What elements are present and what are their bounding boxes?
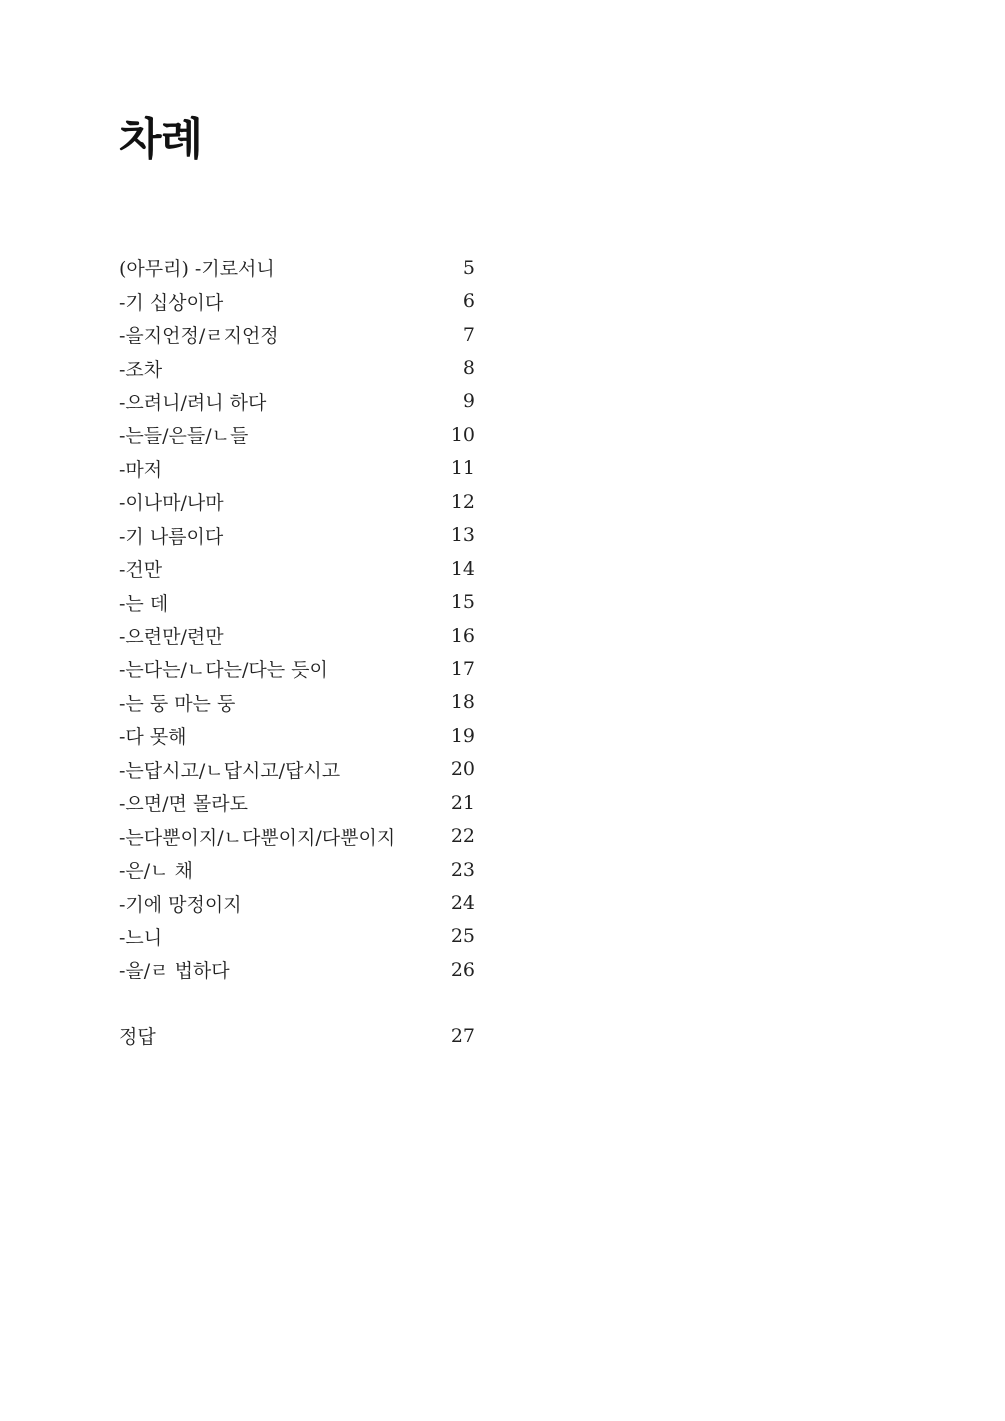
toc-item-page: 9 [462, 390, 475, 413]
toc-item-label: -기 십상이다 [119, 291, 224, 314]
toc-item [119, 753, 475, 786]
toc-item-page: 26 [450, 958, 475, 981]
toc-item [119, 418, 475, 451]
toc-item-label: -는다는/ㄴ다는/다는 듯이 [119, 659, 328, 682]
toc-item-page: 14 [450, 557, 475, 580]
toc-item-label: -을지언정/ㄹ지언정 [119, 325, 279, 348]
toc-item-page: 16 [450, 624, 475, 647]
toc-item-label: -을/ㄹ 법하다 [119, 960, 230, 983]
toc-item-label: -는 데 [119, 592, 169, 615]
toc-item-page: 15 [450, 591, 475, 614]
toc-item-label: -기에 망정이지 [119, 893, 242, 916]
toc-item-page: 7 [462, 323, 475, 346]
toc-item [119, 953, 475, 986]
toc-item [119, 819, 475, 852]
toc-item [119, 284, 475, 317]
toc-item [119, 853, 475, 886]
toc-item-label: -으려니/려니 하다 [119, 391, 267, 414]
toc-item-page: 20 [450, 758, 475, 781]
toc-item-page: 6 [462, 290, 475, 313]
toc-item [119, 786, 475, 819]
toc-item-label: -으련만/련만 [119, 626, 224, 649]
toc-item-label: -는다뿐이지/ㄴ다뿐이지/다뿐이지 [119, 826, 396, 849]
toc-item-label: -다 못해 [119, 726, 187, 749]
toc-item-page: 24 [450, 892, 475, 915]
toc-item [119, 351, 475, 384]
toc-item [119, 519, 475, 552]
toc-item [119, 452, 475, 485]
toc-item-page: 11 [450, 457, 475, 480]
toc-item-label: -기 나름이다 [119, 525, 224, 548]
toc-item-page: 13 [450, 524, 475, 547]
toc-item-page: 5 [462, 256, 475, 279]
toc-item [119, 485, 475, 518]
toc-item [119, 719, 475, 752]
toc-item [119, 920, 475, 953]
toc-item [119, 385, 475, 418]
toc-item-page: 22 [450, 825, 475, 848]
table-of-contents [119, 251, 475, 987]
toc-item-page: 17 [450, 657, 475, 680]
toc-item [119, 619, 475, 652]
toc-item-label: -으면/면 몰라도 [119, 793, 248, 816]
toc-item-page: 21 [450, 791, 475, 814]
toc-item-label: -는 둥 마는 둥 [119, 692, 236, 715]
page-title: 차례 [119, 114, 203, 165]
toc-item-page: 10 [450, 423, 475, 446]
toc-item-page: 23 [450, 858, 475, 881]
toc-item-page: 27 [450, 1024, 475, 1047]
toc-item-page: 18 [450, 691, 475, 714]
toc-item-label: -건만 [119, 559, 163, 582]
toc-item-label: -은/ㄴ 채 [119, 860, 193, 883]
toc-item [119, 886, 475, 919]
toc-item-label: -는들/은들/ㄴ들 [119, 425, 249, 448]
toc-item-label: -마저 [119, 458, 163, 481]
toc-item [119, 652, 475, 685]
toc-item [119, 318, 475, 351]
toc-item-label: -조차 [119, 358, 163, 381]
toc-item-page: 19 [450, 724, 475, 747]
toc-item [119, 251, 475, 284]
toc-item-answers [119, 1019, 475, 1052]
toc-item-label: (아무리) -기로서니 [119, 258, 275, 281]
toc-item [119, 585, 475, 618]
toc-item-page: 12 [450, 490, 475, 513]
toc-item-label: -느니 [119, 926, 163, 949]
toc-item-page: 8 [462, 357, 475, 380]
toc-item-label: -이나마/나마 [119, 492, 224, 515]
toc-item-label: -는답시고/ㄴ답시고/답시고 [119, 759, 341, 782]
toc-item-page: 25 [450, 925, 475, 948]
toc-item [119, 686, 475, 719]
toc-item-label: 정답 [119, 1026, 156, 1049]
toc-item [119, 552, 475, 585]
